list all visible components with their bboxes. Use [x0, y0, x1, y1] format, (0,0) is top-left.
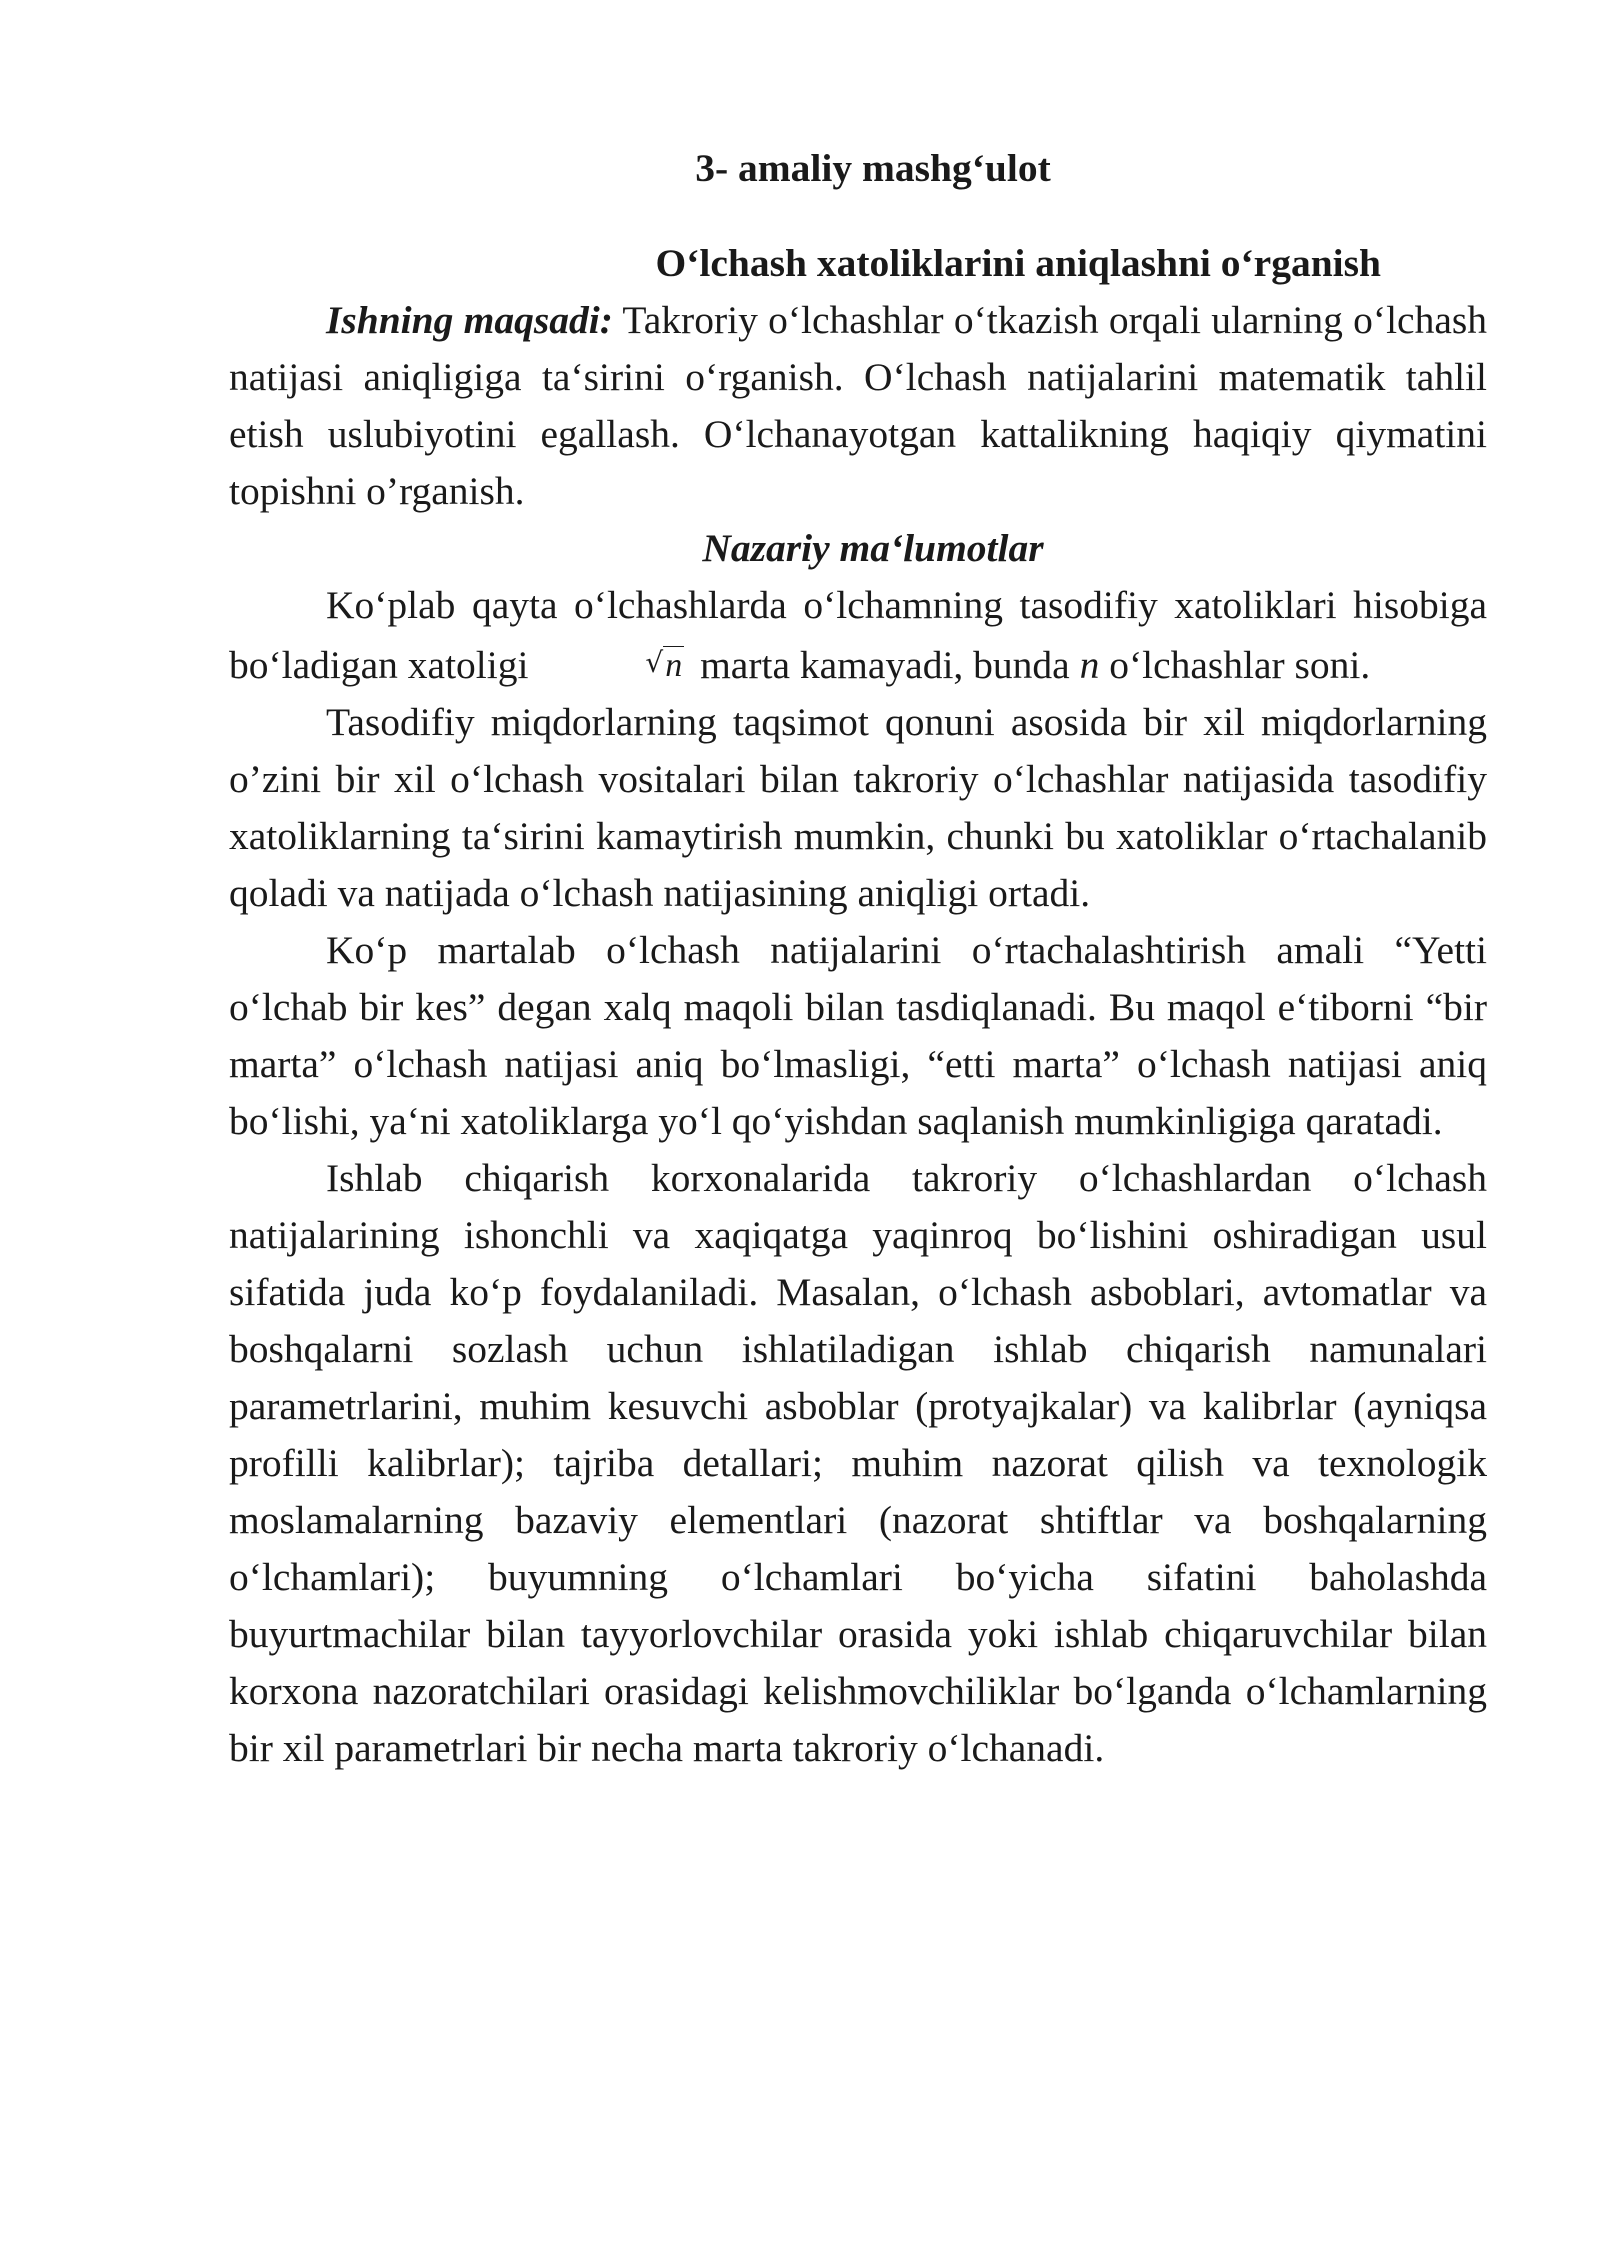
topic-title: O‘lchash xatoliklarini aniqlashni o‘rganish — [655, 241, 1381, 285]
aim-text: Takroriy o‘lchashlar o‘tkazish orqali ularning o‘lchash natijasi aniqligiga ta‘sirini o‘rganish. O‘lchash natijalarini matematik tahlil etish uslubiyotini egallash. O‘lchanayotgan kattalikning haqiqiy qiymatini topishni o’rganish. — [229, 298, 1487, 513]
para1-middle: marta kamayadi, bunda — [690, 643, 1080, 687]
para1-after: o‘lchashlar soni. — [1099, 643, 1371, 687]
theory-paragraph-4: Ishlab chiqarish korxonalarida takroriy o‘lchashlardan o‘lchash natijalarining ishonchli va xaqiqatga yaqinroq bo‘lishini oshiradigan usul sifatida juda ko‘p foydalaniladi. Masalan, o‘lchash asboblari, avtomatlar va boshqalarni sozlash uchun ishlatiladigan ishlab chiqarish namunalari parametrlarini, muhim kesuvchi asboblar (protyajkalar) va kalibrlar (ayniqsa profilli kalibrlar); tajriba detallari; muhim nazorat qilish va texnologik moslamalarning bazaviy elementlari (nazorat shtiftlar va boshqalarning o‘lchamlari); buyumning o‘lchamlari bo‘yicha sifatini baholashda buyurtmachilar bilan tayyorlovchilar orasida yoki ishlab chiqaruvchilar bilan korxona nazoratchilari orasidagi kelishmovchiliklar bo‘lganda o‘lchamlarning bir xil parametrlari bir necha marta takroriy o‘lchanadi. — [229, 1156, 1487, 1770]
sqrt-n-formula — [544, 634, 684, 694]
theory-paragraph-2: Tasodifiy miqdorlarning taqsimot qonuni asosida bir xil miqdorlarning o’zini bir xil o‘lchash vositalari bilan takroriy o‘lchashlar natijasida tasodifiy xatoliklarning ta‘sirini kamaytirish mumkin, chunki bu xatoliklar o‘rtachalanib qoladi va natijada o‘lchash natijasining aniqligi ortadi. — [229, 700, 1487, 915]
document-page — [229, 140, 1487, 1777]
sqrt-sign: √ — [645, 646, 664, 679]
theory-heading: Nazariy ma‘lumotlar — [702, 526, 1044, 570]
theory-paragraph-3: Ko‘p martalab o‘lchash natijalarini o‘rtachalashtirish amali “Yetti o‘lchab bir kes” degan xalq maqoli bilan tasdiqlanadi. Bu maqol e‘tiborni “bir marta” o‘lchash natijasi aniq bo‘lmasligi, “etti marta” o‘lchash natijasi aniq bo‘lishi, ya‘ni xatoliklarga yo‘l qo‘yishdan saqlanish mumkinligiga qaratadi. — [229, 928, 1487, 1143]
aim-paragraph — [229, 292, 1487, 520]
para1-before: Ko‘plab qayta o‘lchashlarda o‘lchamning tasodifiy xatoliklari hisobiga bo‘ladigan xatoligi — [229, 583, 1487, 687]
theory-paragraph-1 — [229, 577, 1487, 694]
lesson-title: 3- amaliy mashg‘ulot — [695, 146, 1051, 190]
aim-label: Ishning maqsadi: — [326, 298, 613, 342]
variable-n: n — [1079, 643, 1100, 687]
sqrt-variable: n — [665, 647, 683, 684]
